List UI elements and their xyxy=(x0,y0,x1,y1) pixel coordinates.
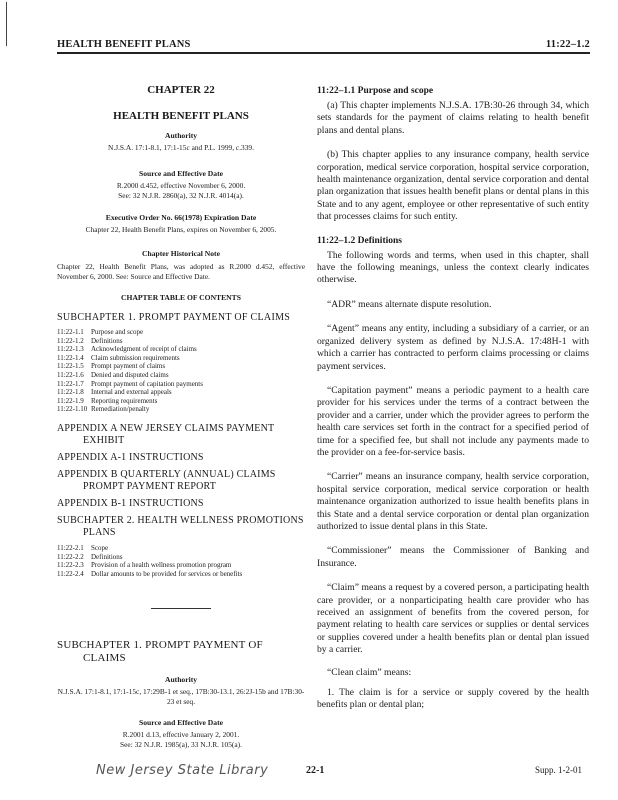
subchapter-source-text-1: R.2001 d.13, effective January 2, 2001. xyxy=(122,730,240,740)
definition-agent: “Agent” means any entity, including a subsidiary of a carrier, or an organized delivery system as defined by N.J.S.A. 17:48H-1 with which a carrier has contracted to perform claims processing or claims payment services. xyxy=(317,323,589,372)
definition-claim: “Claim” means a request by a covered person, a participating health care provider, or a nonparticipating health care provider who has received an assignment of benefits from the covered person, for payment relating to health care services or supplies or dental services or supplies covered under a health benefits plan or dental plan issued by a carrier. xyxy=(317,582,589,656)
section-1-2-heading: 11:22–1.2 Definitions xyxy=(317,235,402,246)
definition-clean-claim-item-1: 1. The claim is for a service or supply covered by the health benefits plan or dental plan; xyxy=(317,687,589,711)
subchapter-authority-heading: Authority xyxy=(164,675,198,685)
chapter-title: HEALTH BENEFIT PLANS xyxy=(113,110,249,122)
header-title: HEALTH BENEFIT PLANS xyxy=(57,39,191,50)
definition-capitation-payment: “Capitation payment” means a periodic payment to a health care provider for his services under the terms of a contract between the provider and a carrier, under which the provider agrees to perform the health care services set forth in the contract for a specified period of time for a specified fee, but shall not include any payments made to the provider on a fee-for-service basis. xyxy=(317,384,589,458)
running-header xyxy=(57,30,590,54)
source-text-2: See: 32 N.J.R. 2860(a), 32 N.J.R. 4014(a). xyxy=(118,191,244,200)
toc-heading: CHAPTER TABLE OF CONTENTS xyxy=(121,293,241,302)
subchapter-authority-text: N.J.S.A. 17:1-8.1, 17:1-15c, 17:29B-1 et seq., 17B:30-13.1, 26:2J-15b and 17B:30-23 et seq. xyxy=(57,687,305,707)
toc-appendix-b1: APPENDIX B-1 INSTRUCTIONS xyxy=(57,497,204,509)
toc-entry: 11:22-2.2 Definitions xyxy=(57,552,123,561)
source-text-1: R.2000 d.452, effective November 6, 2000. xyxy=(116,181,246,190)
toc-appendix-a: APPENDIX A NEW JERSEY CLAIMS PAYMENT EXHIBIT xyxy=(57,422,275,446)
historical-note-text: Chapter 22, Health Benefit Plans, was adopted as R.2000 d.452, effective November 6, 2000. See: Source and Effective Date. xyxy=(57,262,305,281)
subchapter-source-text-2: See: 32 N.J.R. 1985(a), 33 N.J.R. 105(a). xyxy=(120,740,242,750)
toc-list-subchapter-2 xyxy=(57,544,305,578)
chapter-number: CHAPTER 22 xyxy=(147,84,215,96)
toc-entry: 11:22-1.1 Purpose and scope xyxy=(57,328,144,336)
definition-clean-claim: “Clean claim” means: xyxy=(327,666,412,678)
toc-appendix-a1: APPENDIX A-1 INSTRUCTIONS xyxy=(57,451,204,463)
page-number: 22-1 xyxy=(306,765,325,776)
subchapter-source-heading: Source and Effective Date xyxy=(138,718,223,728)
toc-entry: 11:22-1.2 Definitions xyxy=(57,336,123,345)
subchapter-1-heading: SUBCHAPTER 1. PROMPT PAYMENT OF CLAIMS xyxy=(57,639,263,665)
left-column xyxy=(57,80,305,750)
toc-entry: 11:22-1.5 Prompt payment of claims xyxy=(57,362,166,371)
executive-order-text: Chapter 22, Health Benefit Plans, expires on November 6, 2005. xyxy=(85,225,277,234)
definition-commissioner: “Commissioner” means the Commissioner of Banking and Insurance. xyxy=(317,545,589,569)
section-1-1-b: (b) This chapter applies to any insurance company, health service corporation, medical service corporation, hospital service corporation, health maintenance organization, dental service corporation and dental plan organization that issues health benefit plans or dental plans in this State and to any agent, employee or other representative of such entity that processes claims for such entity. xyxy=(317,149,589,223)
historical-note-heading: Chapter Historical Note xyxy=(142,249,220,258)
library-watermark: New Jersey State Library xyxy=(96,763,269,778)
source-heading: Source and Effective Date xyxy=(138,169,223,178)
toc-entry: 11:22-1.6 Denied and disputed claims xyxy=(57,370,169,379)
toc-entry: 11:22-2.3 Provision of a health wellness promotion program xyxy=(57,561,232,570)
toc-list-subchapter-1 xyxy=(57,328,305,414)
authority-text: N.J.S.A. 17:1-8.1, 17:1-15c and P.L. 1999, c.339. xyxy=(108,143,254,152)
header-section: 11:22–1.2 xyxy=(545,39,590,50)
toc-entry: 11:22-1.8 Internal and external appeals xyxy=(57,388,172,397)
definitions-intro: The following words and terms, when used in this chapter, shall have the following meanings, unless the context clearly indicates otherwise. xyxy=(317,249,589,286)
toc-entry: 11:22-2.1 Scope xyxy=(57,543,109,552)
toc-entry: 11:22-1.9 Reporting requirements xyxy=(57,396,158,405)
section-1-1-heading: 11:22–1.1 Purpose and scope xyxy=(317,86,434,96)
toc-subchapter-1: SUBCHAPTER 1. PROMPT PAYMENT OF CLAIMS xyxy=(57,312,291,323)
toc-entry: 11:22-2.4 Dollar amounts to be provided for services or benefits xyxy=(57,569,243,578)
definition-adr: “ADR” means alternate dispute resolution. xyxy=(327,298,492,310)
definition-carrier: “Carrier” means an insurance company, health service corporation, hospital service corporation, medical service corporation or health maintenance organization authorized to issue health benefits plans in this State and a dental service corporation or dental plan organization authorized to issue dental plans in this State. xyxy=(317,471,589,532)
authority-heading: Authority xyxy=(164,131,198,140)
toc-entry: 11:22-1.10 Remediation/penalty xyxy=(57,405,150,414)
supplement-date: Supp. 1-2-01 xyxy=(535,765,582,775)
toc-entry: 11:22-1.7 Prompt payment of capitation payments xyxy=(57,379,203,388)
section-1-1-a: (a) This chapter implements N.J.S.A. 17B:30-26 through 34, which sets standards for the payment of claims relating to health benefit plans and dental plans. xyxy=(317,100,589,136)
toc-entry: 11:22-1.3 Acknowledgment of receipt of claims xyxy=(57,345,197,354)
toc-appendix-b: APPENDIX B QUARTERLY (ANNUAL) CLAIMS PROMPT PAYMENT REPORT xyxy=(57,468,276,492)
right-column xyxy=(317,80,589,712)
executive-order-heading: Executive Order No. 66(1978) Expiration Date xyxy=(105,213,257,222)
margin-line xyxy=(6,2,7,46)
toc-entry: 11:22-1.4 Claim submission requirements xyxy=(57,353,180,362)
section-divider xyxy=(151,608,211,609)
toc-subchapter-2: SUBCHAPTER 2. HEALTH WELLNESS PROMOTIONS PLANS xyxy=(57,514,304,538)
